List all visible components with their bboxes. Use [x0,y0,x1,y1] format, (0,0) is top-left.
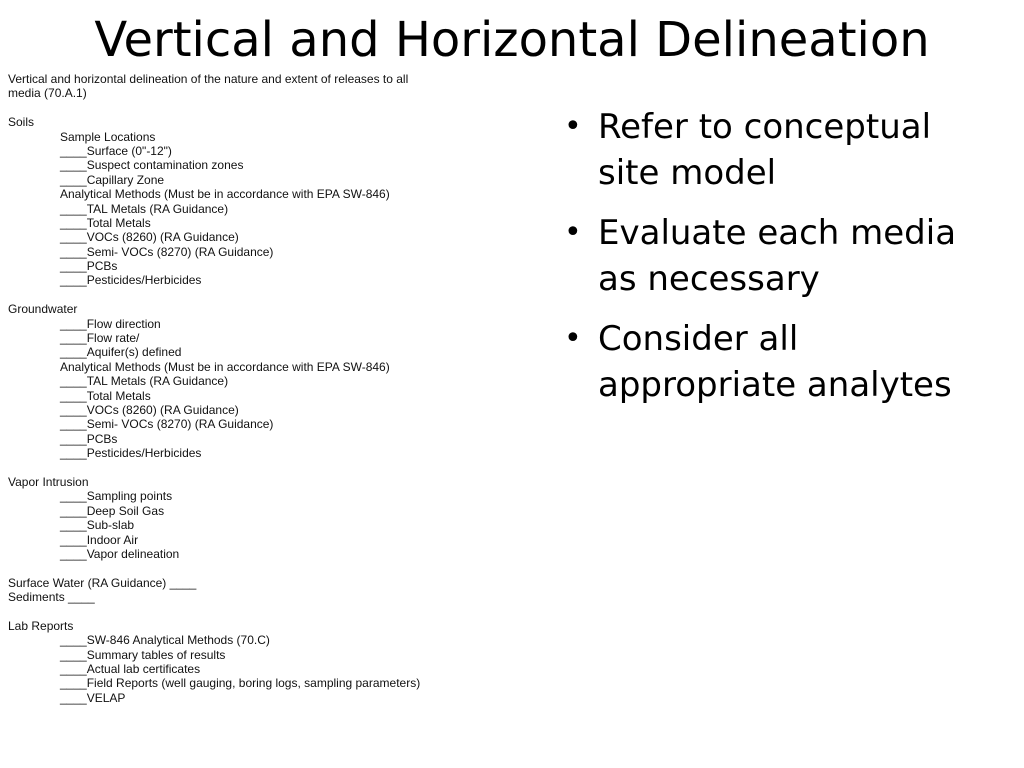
checklist-heading: Soils [8,115,35,130]
checklist-heading: Vapor Intrusion [8,474,89,489]
checklist-heading: media (70.A.1) [8,86,87,101]
checklist-item: ____Total Metals [60,388,151,403]
checklist-heading: Lab Reports [8,618,74,633]
checklist-spacer [8,561,568,575]
checklist-spacer [8,288,568,302]
checklist-spacer [8,461,568,475]
checklist-item: ____Deep Soil Gas [60,503,165,518]
checklist-item: ____Flow direction [60,316,161,331]
checklist-item: ____VELAP [60,690,126,705]
checklist-item: ____Semi- VOCs (8270) (RA Guidance) [60,244,274,259]
checklist-heading: Sediments ____ [8,590,95,605]
checklist-item: ____Vapor delineation [60,546,180,561]
checklist-item: ____TAL Metals (RA Guidance) [60,374,229,389]
bullet-text: Evaluate each media as necessary [598,213,957,299]
checklist-item: ____Pesticides/Herbicides [60,273,202,288]
checklist-item: ____Sampling points [60,489,173,504]
bullet-item [560,104,1000,196]
checklist-item: ____VOCs (8260) (RA Guidance) [60,402,239,417]
bullet-item [560,316,1000,408]
checklist-item: ____Pesticides/Herbicides [60,446,202,461]
checklist-image [8,72,568,705]
checklist-heading: Vertical and horizontal delineation of the nature and extent of releases to all [8,72,409,86]
checklist-item: ____Sub-slab [60,518,135,533]
checklist-item: ____PCBs [60,431,118,446]
slide-title: Vertical and Horizontal Delineation [94,12,930,68]
bullet-list [560,104,1000,422]
bullet-dot-icon: • [564,321,582,356]
checklist-item: ____Total Metals [60,215,151,230]
checklist-item: Analytical Methods (Must be in accordance with EPA SW-846) [60,187,390,202]
checklist-item: ____SW-846 Analytical Methods (70.C) [60,633,270,648]
bullet-text: Refer to conceptual site model [598,107,932,193]
checklist-item: ____PCBs [60,259,118,274]
checklist-item: ____TAL Metals (RA Guidance) [60,201,229,216]
checklist-item: ____Indoor Air [60,532,139,547]
checklist-item: ____Surface (0"-12") [60,143,172,158]
checklist-item: ____Capillary Zone [60,172,165,187]
checklist-spacer [8,604,568,618]
checklist-item: ____Field Reports (well gauging, boring logs, sampling parameters) [60,676,421,691]
checklist-item: ____Flow rate/ [60,331,140,346]
checklist-item: Sample Locations [60,129,156,144]
checklist-item: ____Semi- VOCs (8270) (RA Guidance) [60,417,274,432]
checklist-heading: Groundwater [8,302,78,317]
checklist-item: ____Actual lab certificates [60,662,201,677]
checklist-item: ____VOCs (8260) (RA Guidance) [60,230,239,245]
bullet-dot-icon: • [564,109,582,144]
checklist-heading: Surface Water (RA Guidance) ____ [8,575,197,590]
bullet-item [560,210,1000,302]
bullet-text: Consider all appropriate analytes [598,319,952,405]
checklist-item: ____Summary tables of results [60,647,226,662]
checklist-item: ____Suspect contamination zones [60,158,244,173]
checklist-item: ____Aquifer(s) defined [60,345,182,360]
checklist-item: Analytical Methods (Must be in accordance with EPA SW-846) [60,359,390,374]
bullet-dot-icon: • [564,215,582,250]
checklist-spacer [8,101,568,115]
